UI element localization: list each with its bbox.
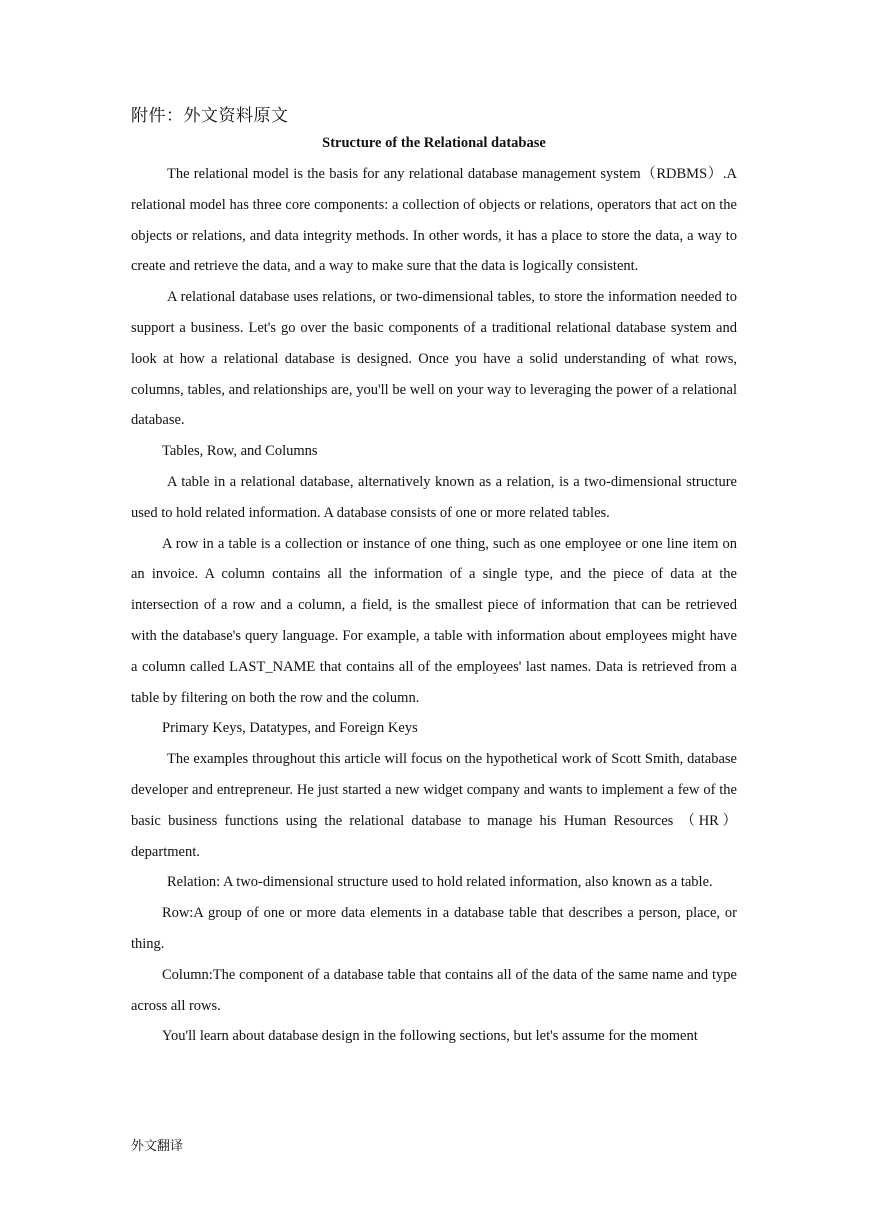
paragraph-column-term: Column:The component of a database table that contains all of the data of the same name and type across all rows. <box>131 966 737 1014</box>
section-heading-tables-rows-columns: Tables, Row, and Columns <box>162 443 318 460</box>
paragraph-row-term: Row:A group of one or more data elements in a database table that describes a person, place, or thing. <box>131 905 737 952</box>
paragraph-relation-term: Relation: A two-dimensional structure used to hold related information, also known as a table. <box>167 874 713 891</box>
paragraph-examples: The examples throughout this article will focus on the hypothetical work of Scott Smith, database developer and entrepreneur. He just started a new widget company and wants to implement a few of the basic business functions using the relational database to manage his Human Resources （HR） department. <box>131 751 737 860</box>
section-heading-keys-datatypes: Primary Keys, Datatypes, and Foreign Keys <box>162 720 418 737</box>
paragraph-table-definition: A table in a relational database, alternatively known as a relation, is a two-dimensional structure used to hold related information. A database consists of one or more related tables. <box>131 473 737 521</box>
paragraph-database-design: You'll learn about database design in the following sections, but let's assume for the moment <box>162 1028 698 1045</box>
paragraph-relational-database-uses: A relational database uses relations, or two-dimensional tables, to store the information needed to support a business. Let's go over the basic components of a traditional relational database system and look at how a relational database is designed. Once you have a solid understanding of what rows, columns, tables, and relationships are, you'll be well on your way to leveraging the power of a relational database. <box>131 289 737 429</box>
footer-label: 外文翻译 <box>131 1138 184 1153</box>
paragraph-relational-model: The relational model is the basis for any relational database management system（RDBMS）.A relational model has three core components: a collection of objects or relations, operators that act on the objects or relations, and data integrity methods. In other words, it has a place to store the data, a way to create and retrieve the data, and a way to make sure that the data is logically consistent. <box>131 166 737 275</box>
attachment-heading: 附件：外文资料原文 <box>131 106 289 125</box>
document-body <box>131 159 737 1052</box>
paragraph-row-definition: A row in a table is a collection or instance of one thing, such as one employee or one line item on an invoice. A column contains all the information of a single type, and the piece of data at the intersection of a row and a column, a field, is the smallest piece of information that can be retrieved with the database's query language. For example, a table with information about employees might have a column called LAST_NAME that contains all of the employees' last names. Data is retrieved from a table by filtering on both the row and the column. <box>131 535 737 706</box>
document-title: Structure of the Relational database <box>322 135 546 151</box>
